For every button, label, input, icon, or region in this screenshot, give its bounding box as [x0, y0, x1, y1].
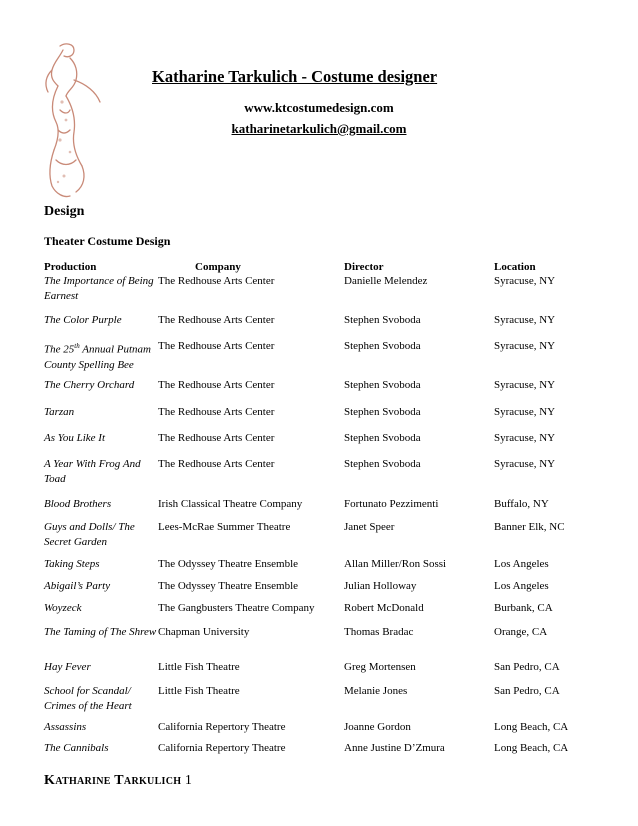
- director-name: Stephen Svoboda: [344, 458, 421, 470]
- footer-name: Katharine Tarkulich: [44, 773, 182, 788]
- page-footer: [44, 773, 192, 789]
- page-number: 1: [184, 773, 192, 788]
- production-title: Blood Brothers: [44, 498, 112, 510]
- location: Syracuse, NY: [494, 458, 556, 470]
- company-name: Little Fish Theatre: [158, 685, 240, 697]
- director-name: Danielle Melendez: [344, 275, 428, 287]
- company-name: The Redhouse Arts Center: [158, 275, 275, 287]
- director-name: Fortunato Pezzimenti: [344, 498, 439, 510]
- production-title: Hay Fever: [44, 661, 91, 673]
- production-title: Taking Steps: [44, 558, 100, 570]
- director-name: Janet Speer: [344, 521, 395, 533]
- location: Los Angeles: [494, 558, 549, 570]
- location: Long Beach, CA: [494, 721, 569, 733]
- location: San Pedro, CA: [494, 661, 560, 673]
- location: Syracuse, NY: [494, 432, 556, 444]
- location: Syracuse, NY: [494, 275, 556, 287]
- company-name: The Gangbusters Theatre Company: [158, 602, 315, 614]
- production-title: A Year With Frog And Toad: [44, 458, 141, 485]
- ordinal-suffix: th: [74, 342, 80, 350]
- company-name: The Redhouse Arts Center: [158, 340, 275, 352]
- column-header-company: Company: [195, 261, 241, 273]
- director-name: Joanne Gordon: [344, 721, 411, 733]
- director-name: Julian Holloway: [344, 580, 417, 592]
- director-name: Stephen Svoboda: [344, 432, 421, 444]
- production-title-part: Annual Putnam County Spelling Bee: [44, 343, 151, 371]
- director-name: Allan Miller/Ron Sossi: [344, 558, 447, 570]
- company-name: The Redhouse Arts Center: [158, 379, 275, 391]
- director-name: Melanie Jones: [344, 685, 408, 697]
- company-name: The Redhouse Arts Center: [158, 432, 275, 444]
- email-link[interactable]: katharinetarkulich@gmail.com: [231, 121, 407, 136]
- location: Orange, CA: [494, 626, 548, 638]
- location: Los Angeles: [494, 580, 549, 592]
- company-name: The Redhouse Arts Center: [158, 458, 275, 470]
- website-link[interactable]: www.ktcostumedesign.com: [244, 100, 394, 115]
- director-name: Stephen Svoboda: [344, 314, 421, 326]
- director-name: Robert McDonald: [344, 602, 424, 614]
- company-name: Little Fish Theatre: [158, 661, 240, 673]
- location: Buffalo, NY: [494, 498, 549, 510]
- location: Burbank, CA: [494, 602, 553, 614]
- company-name: The Odyssey Theatre Ensemble: [158, 558, 299, 570]
- director-name: Thomas Bradac: [344, 626, 414, 638]
- production-title: The Taming of The Shrew: [44, 626, 157, 638]
- director-name: Anne Justine D’Zmura: [344, 742, 445, 754]
- production-title: As You Like It: [44, 432, 106, 444]
- director-name: Stephen Svoboda: [344, 406, 421, 418]
- production-title: Guys and Dolls/ The Secret Garden: [44, 521, 135, 548]
- company-name: The Odyssey Theatre Ensemble: [158, 580, 299, 592]
- location: San Pedro, CA: [494, 685, 560, 697]
- location: Syracuse, NY: [494, 379, 556, 391]
- production-title: Tarzan: [44, 406, 75, 418]
- production-title: [44, 339, 159, 373]
- subsection-heading-theater-costume-design: Theater Costume Design: [44, 234, 171, 248]
- column-header-location: Location: [494, 261, 536, 273]
- company-name: Irish Classical Theatre Company: [158, 498, 303, 510]
- production-title: The Importance of Being Earnest: [44, 275, 154, 302]
- resume-title: Katharine Tarkulich - Costume designer: [152, 67, 438, 86]
- column-header-production: Production: [44, 261, 97, 273]
- company-name: Chapman University: [158, 626, 250, 638]
- company-name: California Repertory Theatre: [158, 721, 286, 733]
- production-title: School for Scandal/ Crimes of the Heart: [44, 685, 132, 712]
- company-name: The Redhouse Arts Center: [158, 406, 275, 418]
- location: Long Beach, CA: [494, 742, 569, 754]
- production-title: The Cannibals: [44, 742, 109, 754]
- director-name: Stephen Svoboda: [344, 340, 421, 352]
- production-title: The Cherry Orchard: [44, 379, 135, 391]
- director-name: Stephen Svoboda: [344, 379, 421, 391]
- location: Syracuse, NY: [494, 340, 556, 352]
- production-title: Abigail’s Party: [44, 580, 111, 592]
- company-name: The Redhouse Arts Center: [158, 314, 275, 326]
- company-name: California Repertory Theatre: [158, 742, 286, 754]
- location: Syracuse, NY: [494, 406, 556, 418]
- production-title-part: The 25: [44, 343, 75, 356]
- section-heading-design: Design: [44, 204, 85, 219]
- production-title: The Color Purple: [44, 314, 122, 326]
- production-title: Woyzeck: [44, 602, 82, 614]
- director-name: Greg Mortensen: [344, 661, 416, 673]
- location: Banner Elk, NC: [494, 521, 565, 533]
- column-header-director: Director: [344, 261, 384, 273]
- location: Syracuse, NY: [494, 314, 556, 326]
- production-title: Assassins: [44, 721, 87, 733]
- company-name: Lees-McRae Summer Theatre: [158, 521, 291, 533]
